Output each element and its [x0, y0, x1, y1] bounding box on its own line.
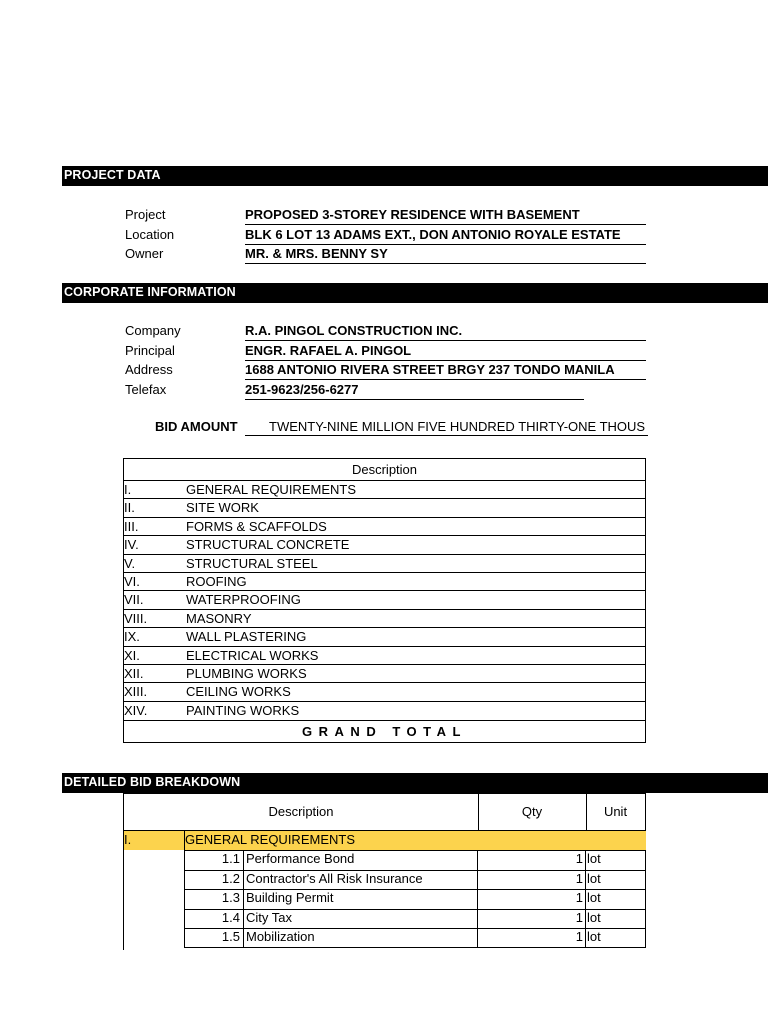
item-number: 1.1 [184, 850, 243, 870]
project-label: Project [125, 207, 166, 222]
location-label: Location [125, 227, 175, 242]
bid-amount-label: BID AMOUNT [155, 419, 238, 434]
location-value: BLK 6 LOT 13 ADAMS EXT., DON ANTONIO ROYALE ESTATE [245, 227, 646, 245]
owner-value: MR. & MRS. BENNY SY [245, 246, 646, 264]
row-description: ELECTRICAL WORKS [186, 647, 319, 663]
bid-amount-value: TWENTY-NINE MILLION FIVE HUNDRED THIRTY-ONE THOUS [245, 419, 648, 436]
item-number: 1.4 [184, 909, 243, 929]
item-number: 1.2 [184, 870, 243, 890]
summary-header-description: Description [124, 459, 645, 481]
item-unit: lot [585, 870, 646, 890]
summary-row [124, 628, 645, 646]
row-number: I. [124, 482, 132, 497]
summary-row [124, 499, 645, 517]
item-qty: 1 [477, 909, 585, 929]
item-description: Performance Bond [243, 850, 477, 870]
summary-row [124, 573, 645, 591]
table-row [123, 889, 646, 909]
detailed-bid-breakdown-title: DETAILED BID BREAKDOWN [64, 775, 241, 789]
item-number: 1.5 [184, 928, 243, 948]
row-number: XII. [124, 665, 144, 681]
section-number: I. [124, 832, 132, 847]
row-number: III. [124, 518, 139, 534]
row-number: VI. [124, 573, 140, 589]
item-description: City Tax [243, 909, 477, 929]
table-row [123, 850, 646, 870]
address-value: 1688 ANTONIO RIVERA STREET BRGY 237 TONDO MANILA [245, 362, 646, 380]
summary-row [124, 555, 645, 573]
row-description: SITE WORK [186, 500, 259, 516]
column-qty: Qty [478, 794, 587, 830]
summary-row [124, 610, 645, 628]
corporate-info-title: CORPORATE INFORMATION [64, 285, 236, 299]
row-description: WATERPROOFING [186, 592, 301, 608]
project-data-title: PROJECT DATA [64, 168, 161, 182]
row-number: XI. [124, 647, 140, 663]
project-data-header [62, 166, 768, 186]
row-description: PLUMBING WORKS [186, 665, 307, 681]
row-number: IX. [124, 629, 140, 645]
company-value: R.A. PINGOL CONSTRUCTION INC. [245, 323, 646, 341]
summary-row [124, 591, 645, 609]
table-row [123, 909, 646, 929]
summary-row [124, 702, 645, 720]
table-row [123, 928, 646, 948]
row-number: IV. [124, 537, 139, 553]
row-description: WALL PLASTERING [186, 629, 307, 645]
telefax-label: Telefax [125, 382, 167, 397]
address-label: Address [125, 362, 173, 377]
item-unit: lot [585, 909, 646, 929]
principal-label: Principal [125, 343, 175, 358]
row-number: XIII. [124, 684, 148, 700]
item-description: Contractor's All Risk Insurance [243, 870, 477, 890]
item-unit: lot [585, 928, 646, 948]
row-description: ROOFING [186, 573, 247, 589]
row-description: PAINTING WORKS [186, 702, 300, 718]
owner-label: Owner [125, 246, 164, 261]
row-number: XIV. [124, 702, 148, 718]
row-number: V. [124, 555, 136, 571]
row-number: II. [124, 500, 135, 516]
item-unit: lot [585, 850, 646, 870]
breakdown-table-header [123, 793, 646, 831]
company-label: Company [125, 323, 181, 338]
summary-row [124, 518, 645, 536]
item-qty: 1 [477, 850, 585, 870]
summary-row [124, 683, 645, 701]
row-number: VII. [124, 592, 144, 608]
row-number: VIII. [124, 610, 148, 626]
summary-row [124, 481, 645, 499]
row-description: CEILING WORKS [186, 684, 291, 700]
item-description: Building Permit [243, 889, 477, 909]
column-unit: Unit [603, 804, 628, 819]
summary-row [124, 647, 645, 665]
row-description: MASONRY [186, 610, 252, 626]
summary-row [124, 665, 645, 683]
principal-value: ENGR. RAFAEL A. PINGOL [245, 343, 646, 361]
row-description: FORMS & SCAFFOLDS [186, 518, 327, 534]
item-qty: 1 [477, 928, 585, 948]
table-left-border [123, 831, 124, 950]
item-unit: lot [585, 889, 646, 909]
breakdown-table [123, 793, 646, 948]
grand-total-label: GRAND TOTAL [124, 720, 645, 742]
item-number: 1.3 [184, 889, 243, 909]
telefax-value: 251-9623/256-6277 [245, 382, 584, 400]
item-qty: 1 [477, 870, 585, 890]
item-qty: 1 [477, 889, 585, 909]
detailed-bid-breakdown-header [62, 773, 768, 793]
row-description: STRUCTURAL STEEL [186, 555, 318, 571]
corporate-info-header [62, 283, 768, 303]
table-row [123, 870, 646, 890]
row-description: GENERAL REQUIREMENTS [186, 482, 356, 497]
summary-table [123, 458, 646, 743]
summary-row [124, 536, 645, 554]
section-row-general-requirements [123, 831, 646, 850]
item-description: Mobilization [243, 928, 477, 948]
project-value: PROPOSED 3-STOREY RESIDENCE WITH BASEMENT [245, 207, 646, 225]
column-description: Description [124, 794, 479, 830]
row-description: STRUCTURAL CONCRETE [186, 537, 350, 553]
section-description: GENERAL REQUIREMENTS [185, 832, 355, 847]
